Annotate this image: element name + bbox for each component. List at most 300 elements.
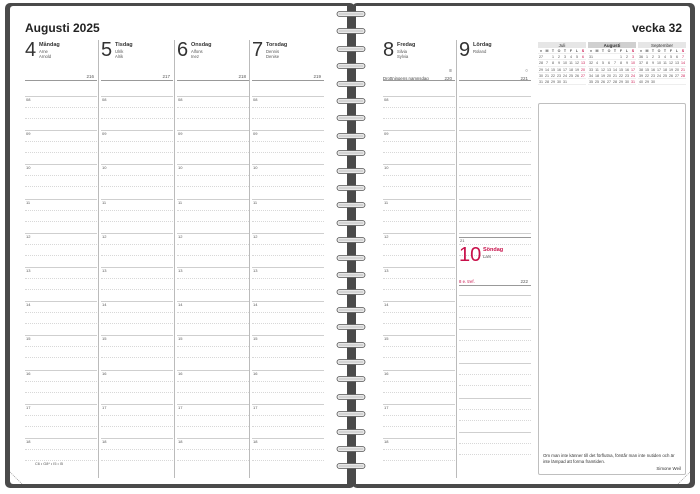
mini-calendar-day: 26 <box>669 73 673 78</box>
mini-calendar-day: 31 <box>539 79 543 84</box>
hour-slot[interactable] <box>383 438 455 472</box>
header-rule <box>383 80 455 81</box>
mini-calendar-day: 17 <box>563 67 567 72</box>
hour-slot[interactable] <box>25 199 97 233</box>
mini-calendar-day: 4 <box>570 55 572 60</box>
mini-calendar-day <box>680 79 686 84</box>
day-of-year: 216 <box>86 74 94 79</box>
mini-calendar-day: 15 <box>645 67 649 72</box>
mini-calendar-month: September <box>638 42 686 48</box>
hour-slot[interactable] <box>25 267 97 301</box>
spiral-ring <box>336 184 366 192</box>
hour-label: 08 <box>102 97 107 102</box>
mini-calendar-day: 4 <box>596 61 598 66</box>
hour-slot[interactable] <box>177 301 249 335</box>
day-number: 7 <box>252 39 264 61</box>
weekday-label: L <box>625 49 629 53</box>
hour-label: 14 <box>102 302 107 308</box>
mini-calendar-day: 11 <box>569 61 573 66</box>
weekday-label: M <box>645 49 649 53</box>
sunday-name: Söndag <box>483 247 504 253</box>
mini-calendar-day: 27 <box>581 73 585 78</box>
mini-calendar-day: 10 <box>657 61 661 66</box>
weekday-label: T <box>613 49 617 53</box>
hour-label: 16 <box>253 370 258 376</box>
spiral-ring <box>336 45 366 53</box>
day-number: 9 <box>459 39 471 61</box>
notes-box[interactable] <box>538 103 686 475</box>
header-rule <box>177 80 249 81</box>
mini-calendar-day: 33 <box>589 67 593 72</box>
weekday-label: S <box>681 49 685 53</box>
hour-label: 09 <box>384 131 389 137</box>
hour-slot[interactable] <box>252 438 324 472</box>
name-day: Alfons <box>191 49 203 54</box>
hour-slot[interactable] <box>252 404 324 438</box>
quote-author: Simone Weil <box>656 466 681 471</box>
hour-slot[interactable] <box>177 438 249 472</box>
spiral-ring <box>336 271 366 279</box>
hour-slot[interactable] <box>252 233 324 267</box>
hour-slot[interactable] <box>252 267 324 301</box>
weekday-label: S <box>631 49 635 53</box>
day-name: Tisdag <box>115 42 133 48</box>
hour-label: 15 <box>26 336 31 342</box>
column-divider <box>249 40 250 478</box>
weekday-label: v <box>640 49 642 53</box>
mini-calendar-day: 7 <box>614 61 616 66</box>
mini-calendar-day: 21 <box>681 67 685 72</box>
name-day: Dennis <box>266 49 280 54</box>
day-header <box>459 40 531 70</box>
hour-label: 16 <box>26 370 31 376</box>
hour-label: 11 <box>178 199 183 205</box>
name-day: Lars <box>483 254 492 259</box>
weekday-label: M <box>595 49 599 53</box>
hour-label: 14 <box>384 302 389 308</box>
hour-slot[interactable] <box>177 199 249 233</box>
mini-calendar-day: 23 <box>625 73 629 78</box>
header-rule <box>252 80 324 81</box>
mini-calendar-day: 24 <box>563 73 567 78</box>
mini-calendar-day: 28 <box>539 61 543 66</box>
name-day: Roland <box>473 49 487 54</box>
mini-calendar-day: 32 <box>589 61 593 66</box>
sunday-top-rule <box>459 237 531 238</box>
day-header <box>101 40 173 70</box>
hour-slot[interactable] <box>101 233 173 267</box>
day-column <box>252 40 324 478</box>
hour-label: 11 <box>384 199 389 205</box>
mini-calendar-day: 10 <box>631 61 635 66</box>
mini-calendar-day: 26 <box>601 79 605 84</box>
day-number: 5 <box>101 39 113 61</box>
weekday-label: v <box>540 49 542 53</box>
mini-calendar-day: 11 <box>595 67 599 72</box>
hour-slot[interactable] <box>25 164 97 198</box>
hour-label: 18 <box>384 439 389 444</box>
day-number: 4 <box>25 39 37 61</box>
mini-calendar-day: 11 <box>663 61 667 66</box>
hour-label: 15 <box>102 336 107 342</box>
hour-label: 12 <box>253 233 258 239</box>
hour-label: 18 <box>178 439 183 444</box>
hour-slot[interactable] <box>383 233 455 267</box>
day-header <box>25 40 97 70</box>
hour-slot[interactable] <box>252 301 324 335</box>
weekday-label: L <box>675 49 679 53</box>
mini-calendar-day: 3 <box>564 55 566 60</box>
page-corner-perforation-right <box>672 466 690 484</box>
mini-calendar-day: 39 <box>639 73 643 78</box>
weekday-label: v <box>590 49 592 53</box>
hour-slot[interactable] <box>177 267 249 301</box>
hour-label: 08 <box>384 97 389 102</box>
mini-calendar <box>588 42 636 85</box>
mini-calendar-month: Juli <box>538 42 586 48</box>
name-day: Arne <box>39 49 48 54</box>
day-of-year: 219 <box>313 74 321 79</box>
spiral-ring <box>336 219 366 227</box>
hour-slot[interactable] <box>25 370 97 404</box>
mini-calendar-day: 29 <box>645 79 649 84</box>
spiral-ring <box>336 80 366 88</box>
day-of-year: 220 <box>444 76 452 81</box>
hour-slot[interactable] <box>101 301 173 335</box>
mini-calendar-day: 27 <box>607 79 611 84</box>
mini-calendar-day: 31 <box>631 79 635 84</box>
hour-slot[interactable] <box>101 370 173 404</box>
hour-slot[interactable] <box>25 301 97 335</box>
mini-calendar-day: 9 <box>626 61 628 66</box>
hour-label: 16 <box>178 370 183 376</box>
mini-calendar-day: 12 <box>575 61 579 66</box>
mini-calendar-day: 15 <box>619 67 623 72</box>
hour-slot[interactable] <box>25 130 97 164</box>
spiral-ring <box>336 341 366 349</box>
hour-slot[interactable] <box>252 164 324 198</box>
mini-calendar-day: 36 <box>639 55 643 60</box>
header-rule <box>459 285 531 286</box>
name-day: Silvia <box>397 49 408 54</box>
hour-slot[interactable] <box>101 335 173 369</box>
hour-label: 17 <box>178 404 183 410</box>
day-name: Måndag <box>39 42 60 48</box>
hour-slot[interactable] <box>383 404 455 438</box>
hour-slot[interactable] <box>101 404 173 438</box>
day-column <box>459 40 531 478</box>
mini-calendar-day: 19 <box>575 67 579 72</box>
spiral-ring <box>336 97 366 105</box>
spiral-ring <box>336 462 366 470</box>
note-slot[interactable] <box>459 164 531 198</box>
spiral-ring <box>336 149 366 157</box>
hour-label: 11 <box>102 199 107 205</box>
note-slot[interactable] <box>459 295 531 329</box>
day-header <box>383 40 455 70</box>
week-title: vecka 32 <box>631 21 682 35</box>
hour-slot[interactable] <box>383 335 455 369</box>
hour-label: 13 <box>178 268 183 273</box>
hour-slot[interactable] <box>252 335 324 369</box>
spiral-ring <box>336 288 366 296</box>
weekday-label: L <box>575 49 579 53</box>
mini-calendar-day: 7 <box>682 55 684 60</box>
hour-slot[interactable] <box>252 96 324 130</box>
hour-label: 12 <box>384 233 389 239</box>
hour-label: 14 <box>178 302 183 308</box>
day-column <box>101 40 173 478</box>
quote-text: Om man inte känner till det förflutna, förstår man inte nutiden och är inte lämpad att forma framtiden. <box>543 453 675 464</box>
note-slot[interactable] <box>459 199 531 233</box>
hour-label: 08 <box>253 97 258 102</box>
hour-label: 18 <box>26 439 31 444</box>
hour-slot[interactable] <box>383 199 455 233</box>
hour-label: 13 <box>253 268 258 273</box>
mini-calendar-day: 23 <box>651 73 655 78</box>
day-column <box>383 40 455 478</box>
spiral-ring <box>336 358 366 366</box>
hour-label: 17 <box>253 404 258 410</box>
hour-slot[interactable] <box>101 267 173 301</box>
mini-calendar-day: 15 <box>551 67 555 72</box>
mini-calendar-day: 24 <box>631 73 635 78</box>
spiral-ring <box>336 306 366 314</box>
hour-label: 11 <box>253 199 258 205</box>
mini-calendar-day: 13 <box>581 61 585 66</box>
name-days <box>473 49 486 54</box>
mini-calendar-day: 6 <box>608 61 610 66</box>
spiral-ring <box>336 445 366 453</box>
hour-slot[interactable] <box>177 96 249 130</box>
spiral-ring <box>336 62 366 70</box>
mini-calendar-day: 4 <box>664 55 666 60</box>
weekday-label: S <box>581 49 585 53</box>
hour-slot[interactable] <box>177 164 249 198</box>
sunday-number: 10 <box>459 244 482 266</box>
left-page <box>10 6 347 484</box>
day-of-year: 221 <box>520 76 528 81</box>
mini-calendar-day: 14 <box>681 61 685 66</box>
name-day: Inez <box>191 54 199 59</box>
spiral-ring <box>336 428 366 436</box>
hour-slot[interactable] <box>25 438 97 472</box>
mini-calendar-day: 17 <box>631 67 635 72</box>
mini-calendar-day: 19 <box>601 73 605 78</box>
mini-calendar-day: 19 <box>669 67 673 72</box>
mini-calendar-day: 28 <box>545 79 549 84</box>
hour-slot[interactable] <box>383 267 455 301</box>
hour-slot[interactable] <box>101 96 173 130</box>
day-name: Lördag <box>473 42 492 48</box>
hour-slot[interactable] <box>177 404 249 438</box>
weekday-label: T <box>601 49 605 53</box>
mini-calendar-day: 24 <box>657 73 661 78</box>
mini-calendar <box>638 42 686 85</box>
hour-label: 15 <box>253 336 258 342</box>
mini-calendar-day: 5 <box>576 55 578 60</box>
hour-slot[interactable] <box>177 335 249 369</box>
hour-label: 10 <box>178 165 183 171</box>
mini-calendar-day: 31 <box>589 55 593 60</box>
mini-calendar-day: 8 <box>552 61 554 66</box>
hour-slot[interactable] <box>25 335 97 369</box>
mini-calendar-day: 40 <box>639 79 643 84</box>
mini-calendar-day: 29 <box>539 67 543 72</box>
spiral-ring <box>336 201 366 209</box>
mini-calendar-day <box>580 79 586 84</box>
special-day-note: Drottningens namnsdag <box>383 76 429 81</box>
mini-calendar-day: 17 <box>657 67 661 72</box>
mini-calendar-day: 28 <box>681 73 685 78</box>
mini-calendar-day: 30 <box>557 79 561 84</box>
day-column <box>25 40 97 478</box>
hour-label: 09 <box>102 131 107 137</box>
mini-calendar-day: 20 <box>607 73 611 78</box>
mini-calendar-day: 12 <box>669 61 673 66</box>
hour-slot[interactable] <box>101 438 173 472</box>
weekday-label: O <box>657 49 661 53</box>
spiral-ring <box>336 10 366 18</box>
hour-slot[interactable] <box>101 199 173 233</box>
mini-calendar-day: 9 <box>558 61 560 66</box>
hour-slot[interactable] <box>252 370 324 404</box>
day-name: Fredag <box>397 42 416 48</box>
hour-label: 21 <box>460 238 465 243</box>
mini-calendar-day: 30 <box>651 79 655 84</box>
hour-label: 13 <box>384 268 389 273</box>
hour-label: 12 <box>178 233 183 239</box>
mini-calendar-day: 2 <box>652 55 654 60</box>
hour-label: 09 <box>253 131 258 137</box>
hour-slot[interactable] <box>25 404 97 438</box>
note-slot[interactable] <box>459 398 531 432</box>
hour-label: 12 <box>26 233 31 239</box>
day-column <box>177 40 249 478</box>
sunday-note: 8 e. tref. <box>459 279 475 284</box>
mini-calendar-day: 21 <box>613 73 617 78</box>
mini-calendar-day: 34 <box>589 73 593 78</box>
hour-slot[interactable] <box>177 233 249 267</box>
hour-label: 13 <box>102 268 107 273</box>
mini-calendar-week <box>638 79 686 85</box>
hour-slot[interactable] <box>383 301 455 335</box>
mini-calendar-day: 21 <box>545 73 549 78</box>
mini-calendar-day: 16 <box>651 67 655 72</box>
hour-slot[interactable] <box>252 199 324 233</box>
mini-calendar-day: 9 <box>652 61 654 66</box>
mini-calendar-day: 25 <box>569 73 573 78</box>
hour-slot[interactable] <box>383 164 455 198</box>
flag-icon: ≡ <box>449 68 452 74</box>
spiral-ring <box>336 393 366 401</box>
note-slot[interactable] <box>459 432 531 466</box>
mini-calendar-day: 30 <box>539 73 543 78</box>
mini-calendar-day: 14 <box>545 67 549 72</box>
name-day: Ulrik <box>115 49 124 54</box>
mini-calendar-day: 38 <box>639 67 643 72</box>
hour-slot[interactable] <box>25 96 97 130</box>
mini-calendar-day: 31 <box>563 79 567 84</box>
hour-slot[interactable] <box>383 370 455 404</box>
weekday-label: F <box>619 49 623 53</box>
mini-calendar-day: 25 <box>595 79 599 84</box>
mini-calendar <box>538 42 586 85</box>
weekday-label: T <box>651 49 655 53</box>
mini-calendar-day: 3 <box>632 55 634 60</box>
hour-slot[interactable] <box>383 96 455 130</box>
name-days <box>115 49 123 59</box>
page-corner-perforation <box>10 466 28 484</box>
name-day: Arnold <box>39 54 52 59</box>
column-divider <box>456 40 457 478</box>
hour-label: 09 <box>178 131 183 137</box>
day-header <box>252 40 324 70</box>
weekday-label: T <box>663 49 667 53</box>
header-rule <box>101 80 173 81</box>
mini-calendar-day: 6 <box>582 55 584 60</box>
mini-calendar-day: 27 <box>675 73 679 78</box>
hour-label: 10 <box>26 165 31 171</box>
spiral-binding <box>336 10 366 480</box>
mini-calendar-day: 8 <box>646 61 648 66</box>
day-of-year: 218 <box>238 74 246 79</box>
mini-calendar-day: 18 <box>595 73 599 78</box>
mini-calendar-day: 2 <box>626 55 628 60</box>
hour-slot[interactable] <box>383 130 455 164</box>
weekday-label: M <box>545 49 549 53</box>
mini-calendar-day: 20 <box>581 67 585 72</box>
sunday-block <box>459 237 531 478</box>
hour-label: 08 <box>178 97 183 102</box>
note-slot[interactable] <box>459 130 531 164</box>
header-rule <box>25 80 97 81</box>
spiral-ring <box>336 132 366 140</box>
hour-slot[interactable] <box>177 130 249 164</box>
hour-slot[interactable] <box>252 130 324 164</box>
mini-calendar-day: 12 <box>601 67 605 72</box>
mini-calendar-day: 18 <box>663 67 667 72</box>
mini-calendar-day: 30 <box>625 79 629 84</box>
mini-calendar-day: 3 <box>658 55 660 60</box>
mini-calendar-day: 1 <box>552 55 554 60</box>
spiral-ring <box>336 323 366 331</box>
weekday-label: F <box>569 49 573 53</box>
mini-calendar-day: 10 <box>563 61 567 66</box>
name-days <box>39 49 51 59</box>
hour-slot[interactable] <box>101 130 173 164</box>
hour-label: 09 <box>26 131 31 137</box>
spiral-ring <box>336 254 366 262</box>
note-slot[interactable] <box>459 96 531 130</box>
day-name: Torsdag <box>266 42 288 48</box>
spiral-ring <box>336 167 366 175</box>
mini-calendar-week <box>538 79 586 85</box>
hour-label: 14 <box>253 302 258 308</box>
mini-calendar-day: 22 <box>619 73 623 78</box>
hour-slot[interactable] <box>101 164 173 198</box>
mini-calendar-day: 14 <box>613 67 617 72</box>
hour-label: 17 <box>384 404 389 410</box>
hour-slot[interactable] <box>25 233 97 267</box>
weekday-label: F <box>669 49 673 53</box>
note-slot[interactable] <box>459 329 531 363</box>
mini-calendar-day: 6 <box>676 55 678 60</box>
hour-label: 10 <box>384 165 389 171</box>
note-slot[interactable] <box>459 363 531 397</box>
hour-slot[interactable] <box>177 370 249 404</box>
day-of-year: 217 <box>162 74 170 79</box>
